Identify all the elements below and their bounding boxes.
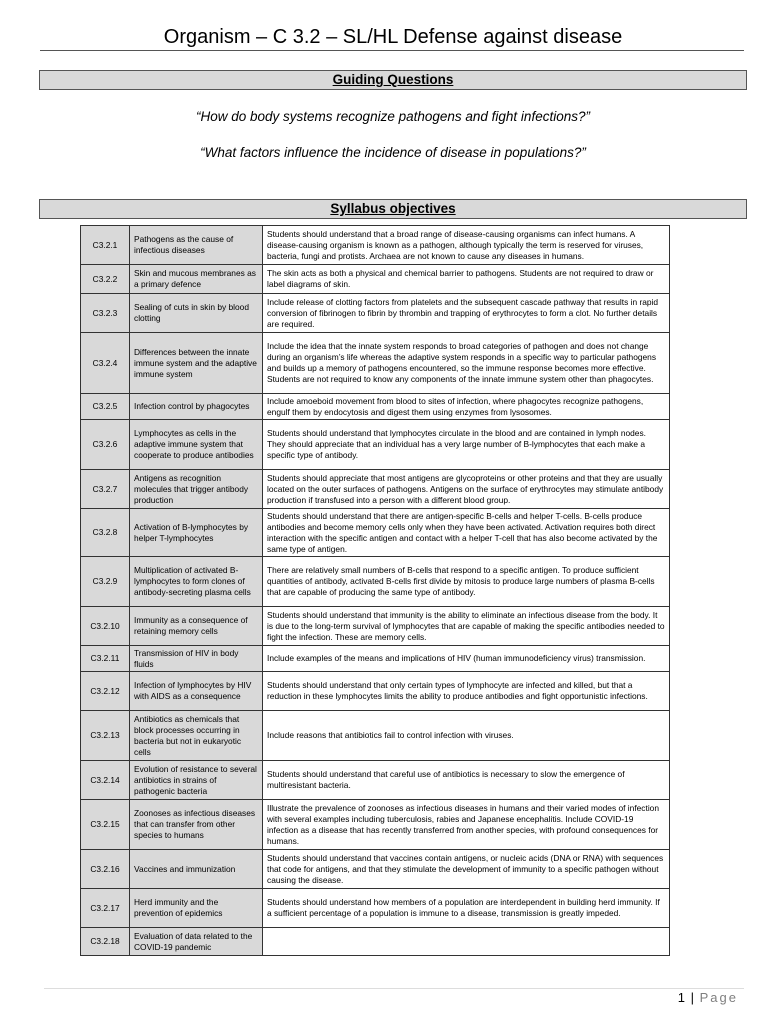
syllabus-row [81, 928, 670, 956]
objective-description: Students should understand that lymphocytes circulate in the blood and are contained in lymph nodes. They should appreciate that an individual has a very large number of B-lymphocytes that each make a specific type of antibody. [263, 420, 670, 470]
syllabus-row [81, 800, 670, 850]
objective-code: C3.2.15 [81, 800, 130, 850]
objective-code: C3.2.9 [81, 557, 130, 607]
page-number: 1 [677, 990, 685, 1005]
guiding-question-2: “What factors influence the incidence of disease in populations?” [200, 145, 586, 160]
footer-separator: | [690, 990, 694, 1005]
objective-code: C3.2.2 [81, 265, 130, 294]
objective-topic: Antibiotics as chemicals that block processes occurring in bacteria but not in eukaryotic cells [130, 711, 263, 761]
objective-topic: Infection control by phagocytes [130, 394, 263, 420]
objective-topic: Infection of lymphocytes by HIV with AIDS as a consequence [130, 672, 263, 711]
objective-description: There are relatively small numbers of B-cells that respond to a specific antigen. To produce sufficient quantities of antibody, activated B-cells first divide by mitosis to produce large numbers of plasma B-cells that are capable of producing the same type of antibody. [263, 557, 670, 607]
objective-description: Students should understand that only certain types of lymphocyte are infected and killed, but that a reduction in these lymphocytes limits the ability to produce antibodies and fight opportunistic infections. [263, 672, 670, 711]
page-word: Page [699, 990, 738, 1005]
page-footer [678, 990, 738, 1006]
objective-topic: Differences between the innate immune system and the adaptive immune system [130, 333, 263, 394]
objective-topic: Vaccines and immunization [130, 850, 263, 889]
syllabus-row [81, 646, 670, 672]
syllabus-row [81, 226, 670, 265]
guiding-questions-heading [39, 70, 747, 90]
objective-topic: Transmission of HIV in body fluids [130, 646, 263, 672]
objective-description: Include the idea that the innate system responds to broad categories of pathogen and does not change during an organism’s life whereas the adaptive system responds in a specific way to particular pathogens and builds up a memory of pathogens encountered, so the immune response becomes more effective. Students are not required to know any components of the innate immune system other than phagocytes. [263, 333, 670, 394]
title-underline [40, 50, 744, 51]
objective-code: C3.2.14 [81, 761, 130, 800]
objective-code: C3.2.4 [81, 333, 130, 394]
syllabus-row [81, 470, 670, 509]
syllabus-row [81, 607, 670, 646]
syllabus-row [81, 333, 670, 394]
objective-code: C3.2.5 [81, 394, 130, 420]
objective-topic: Activation of B-lymphocytes by helper T-lymphocytes [130, 509, 263, 557]
syllabus-row [81, 889, 670, 928]
objective-code: C3.2.11 [81, 646, 130, 672]
objective-description: Students should appreciate that most antigens are glycoproteins or other proteins and that they are usually located on the outer surfaces of pathogens. Antigens on the surface of erythrocytes may stimulate antibody production if transfused into a person with a different blood group. [263, 470, 670, 509]
document-title: Organism – C 3.2 – SL/HL Defense against disease [163, 26, 623, 48]
objective-topic: Herd immunity and the prevention of epidemics [130, 889, 263, 928]
guiding-question-1: “How do body systems recognize pathogens and fight infections?” [196, 109, 590, 124]
syllabus-table-body [81, 226, 670, 956]
syllabus-row [81, 672, 670, 711]
objective-description: Students should understand how members of a population are interdependent in building herd immunity. If a sufficient percentage of a population is immune to a disease, transmission is greatly impeded. [263, 889, 670, 928]
objective-description [263, 928, 670, 956]
objective-code: C3.2.16 [81, 850, 130, 889]
objective-topic: Pathogens as the cause of infectious diseases [130, 226, 263, 265]
objective-topic: Skin and mucous membranes as a primary defence [130, 265, 263, 294]
syllabus-row [81, 294, 670, 333]
syllabus-row [81, 761, 670, 800]
objective-code: C3.2.1 [81, 226, 130, 265]
objective-code: C3.2.10 [81, 607, 130, 646]
objective-code: C3.2.18 [81, 928, 130, 956]
syllabus-row [81, 557, 670, 607]
objective-code: C3.2.12 [81, 672, 130, 711]
objective-code: C3.2.17 [81, 889, 130, 928]
objective-description: Illustrate the prevalence of zoonoses as infectious diseases in humans and their varied modes of infection with several examples including tuberculosis, rabies and Japanese encephalitis. Include COVID-19 infection as a disease that has recently transferred from another species, with profound consequences for humans. [263, 800, 670, 850]
objective-code: C3.2.13 [81, 711, 130, 761]
objective-description: Students should understand that a broad range of disease-causing organisms can infect humans. A disease-causing organism is known as a pathogen, although typically the term is reserved for viruses, bacteria, fungi and protists. Archaea are not known to cause any diseases in humans. [263, 226, 670, 265]
objective-topic: Antigens as recognition molecules that trigger antibody production [130, 470, 263, 509]
objective-description: Include release of clotting factors from platelets and the subsequent cascade pathway that results in rapid conversion of fibrinogen to fibrin by thrombin and trapping of erythrocytes to form a clot. No further details are required. [263, 294, 670, 333]
objective-description: Include reasons that antibiotics fail to control infection with viruses. [263, 711, 670, 761]
objective-description: The skin acts as both a physical and chemical barrier to pathogens. Students are not required to draw or label diagrams of skin. [263, 265, 670, 294]
objective-topic: Evaluation of data related to the COVID-19 pandemic [130, 928, 263, 956]
objective-topic: Immunity as a consequence of retaining memory cells [130, 607, 263, 646]
objective-topic: Zoonoses as infectious diseases that can transfer from other species to humans [130, 800, 263, 850]
guiding-questions-heading-text: Guiding Questions [332, 72, 454, 87]
objective-topic: Evolution of resistance to several antibiotics in strains of pathogenic bacteria [130, 761, 263, 800]
objective-code: C3.2.6 [81, 420, 130, 470]
objective-description: Students should understand that immunity is the ability to eliminate an infectious disease from the body. It is due to the long-term survival of lymphocytes that are capable of making the specific antibodies needed to fight the infection. These are memory cells. [263, 607, 670, 646]
syllabus-row [81, 711, 670, 761]
syllabus-row [81, 509, 670, 557]
syllabus-row [81, 265, 670, 294]
objective-code: C3.2.7 [81, 470, 130, 509]
objective-topic: Sealing of cuts in skin by blood clotting [130, 294, 263, 333]
syllabus-row [81, 850, 670, 889]
syllabus-table [80, 225, 670, 956]
syllabus-objectives-heading [39, 199, 747, 219]
syllabus-row [81, 420, 670, 470]
objective-code: C3.2.3 [81, 294, 130, 333]
objective-topic: Lymphocytes as cells in the adaptive immune system that cooperate to produce antibodies [130, 420, 263, 470]
objective-topic: Multiplication of activated B-lymphocytes to form clones of antibody-secreting plasma cells [130, 557, 263, 607]
syllabus-row [81, 394, 670, 420]
objective-description: Students should understand that careful use of antibiotics is necessary to slow the emergence of multiresistant bacteria. [263, 761, 670, 800]
objective-description: Students should understand that there are antigen-specific B-cells and helper T-cells. B-cells produce antibodies and become memory cells only when they have been activated. Activation requires both direct interaction with the specific antigen and contact with a helper T-cell that has also become activated by the same type of antigen. [263, 509, 670, 557]
objective-description: Include amoeboid movement from blood to sites of infection, where phagocytes recognize pathogens, engulf them by endocytosis and digest them using enzymes from lysosomes. [263, 394, 670, 420]
syllabus-objectives-heading-text: Syllabus objectives [330, 201, 456, 216]
objective-code: C3.2.8 [81, 509, 130, 557]
footer-divider [44, 988, 744, 989]
objective-description: Include examples of the means and implications of HIV (human immunodeficiency virus) transmission. [263, 646, 670, 672]
objective-description: Students should understand that vaccines contain antigens, or nucleic acids (DNA or RNA) with sequences that code for antigens, and that they stimulate the development of immunity to a specific pathogen without causing the disease. [263, 850, 670, 889]
